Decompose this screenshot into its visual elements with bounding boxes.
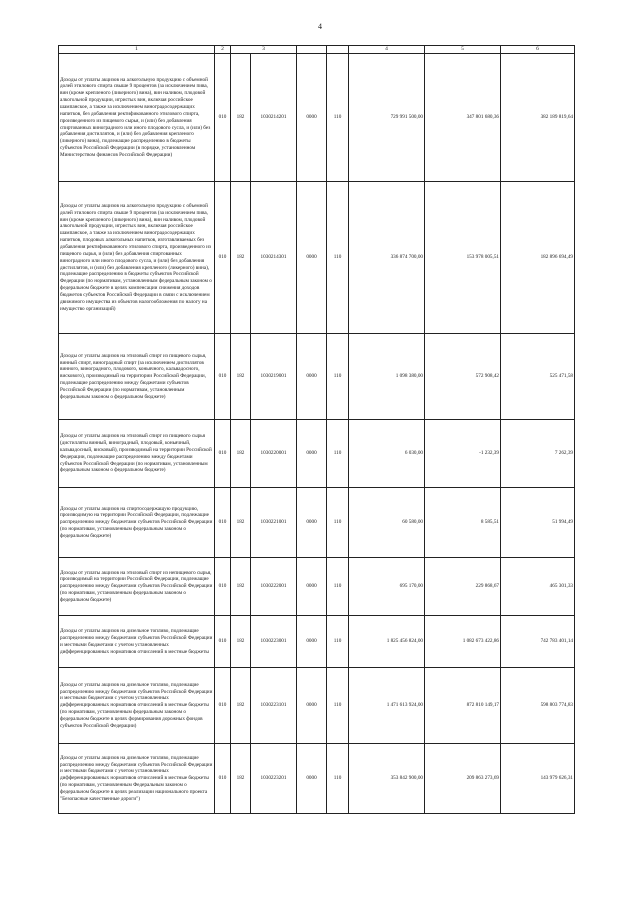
row-value-remaining: 525 471,58 [501,334,575,420]
row-code-5: 110 [327,54,349,182]
row-description: Доходы от уплаты акцизов на дизельное топливо, подлежащие распределению между бюджетами субъектов Российской Федерации и местными бюджетами с учетом установленных дифференцированных нормативов отчислений в местные бюджеты [59,616,215,668]
header-col-3: 3 [231,46,297,54]
row-code-4: 0000 [297,558,327,616]
table-row [59,616,575,668]
row-code-4: 0000 [297,488,327,558]
header-col-1: 1 [59,46,215,54]
row-value-executed: 153 978 005,51 [425,182,501,334]
row-code-5: 110 [327,616,349,668]
row-value-executed: 347 801 680,36 [425,54,501,182]
row-value-approved: 1 098 380,00 [349,334,425,420]
row-value-remaining: 598 803 774,83 [501,668,575,744]
row-code-2: 182 [231,420,251,488]
row-code-2: 182 [231,616,251,668]
row-description: Доходы от уплаты акцизов на этиловый спирт из непищевого сырья, производимый на территории Российской Федерации, подлежащие распределению между бюджетами субъектов Российской Федерации (по нормативам, установленным федеральным законом о федеральном бюджете) [59,558,215,616]
row-code-1: 010 [215,54,231,182]
row-value-remaining: 143 979 626,31 [501,744,575,814]
row-value-approved: 729 991 500,00 [349,54,425,182]
header-col-2: 2 [215,46,231,54]
row-code-1: 010 [215,668,231,744]
row-code-3: 1030223201 [251,744,297,814]
row-code-5: 110 [327,744,349,814]
row-code-2: 182 [231,182,251,334]
row-code-1: 010 [215,744,231,814]
row-code-3: 1030219001 [251,334,297,420]
row-code-4: 0000 [297,54,327,182]
row-code-3: 1030214301 [251,182,297,334]
row-code-5: 110 [327,558,349,616]
row-code-1: 010 [215,616,231,668]
row-description: Доходы от уплаты акцизов на алкогольную продукцию с объемной долей этилового спирта свыше 9 процентов (за исключением пива, вин (кроме крепленого (ликерного) вина), вин наливом, плодовой алкогольной продукции, игристых вин, включая российское шампанское, а также за исключением виноградосодержащих напитков, плодовых алкогольных напитков, изготавливаемых без добавления ректификованного этилового спирта, произведенного из пищевого сырья, и (или) без добавления спиртованных виноградного или иного плодового сусла, и (или) без добавления дистиллятов, и (или) без добавления крепленого (ликерного) вина), подлежащие распределению в бюджеты субъектов Российской Федерации (по нормативам, установленным федеральным законом о федеральном бюджете в целях компенсации снижения доходов бюджетов субъектов Российской Федерации в связи с исключением движимого имущества из объектов налогообложения по налогу на имущество организаций) [59,182,215,334]
table-row [59,182,575,334]
row-code-4: 0000 [297,616,327,668]
row-value-executed: 209 863 273,69 [425,744,501,814]
row-code-1: 010 [215,334,231,420]
row-code-5: 110 [327,668,349,744]
row-value-approved: 1 825 456 824,00 [349,616,425,668]
page-number: 4 [318,22,322,31]
row-code-2: 182 [231,488,251,558]
row-code-2: 182 [231,668,251,744]
table-header-row [59,46,575,54]
header-col-6: 6 [501,46,575,54]
row-description: Доходы от уплаты акцизов на дизельное топливо, подлежащие распределению между бюджетами субъектов Российской Федерации и местными бюджетами с учетом установленных дифференцированных нормативов отчислений в местные бюджеты (по нормативам, установленным Федеральным законом о федеральном бюджете в целях реализации национального проекта "Безопасные качественные дороги") [59,744,215,814]
row-value-executed: 872 810 149,17 [425,668,501,744]
header-col-5: 5 [425,46,501,54]
row-code-2: 182 [231,744,251,814]
report-table [58,45,575,814]
row-value-executed: 572 908,42 [425,334,501,420]
row-value-approved: 695 170,00 [349,558,425,616]
row-code-4: 0000 [297,182,327,334]
row-description: Доходы от уплаты акцизов на этиловый спирт из пищевого сырья (дистилляты винный, виноградный, плодовый, коньячный, кальвадосный, висковый), производимый на территории Российской Федерации, подлежащие распределению между бюджетами субъектов Российской Федерации (по нормативам, установленным федеральным законом о федеральном бюджете) [59,420,215,488]
row-value-remaining: 182 896 694,49 [501,182,575,334]
row-value-approved: 1 471 613 924,00 [349,668,425,744]
row-code-3: 1030221001 [251,488,297,558]
row-value-executed: 229 868,67 [425,558,501,616]
header-col-3b [297,46,327,54]
table-row [59,420,575,488]
row-code-5: 110 [327,334,349,420]
row-code-3: 1030223101 [251,668,297,744]
row-value-executed: -1 232,39 [425,420,501,488]
row-code-4: 0000 [297,420,327,488]
row-code-5: 110 [327,420,349,488]
row-description: Доходы от уплаты акцизов на этиловый спирт из пищевого сырья, винный спирт, виноградный спирт (за исключением дистиллятов винного, виноградного, плодового, коньячного, кальвадосного, вискового), производимый на территории Российской Федерации, подлежащие распределению между бюджетами субъектов Российской Федерации (по нормативам, установленным федеральным законом о федеральном бюджете) [59,334,215,420]
row-code-3: 1030223001 [251,616,297,668]
row-value-remaining: 465 301,33 [501,558,575,616]
row-code-3: 1030222001 [251,558,297,616]
row-code-4: 0000 [297,668,327,744]
table-row [59,744,575,814]
table-row [59,668,575,744]
row-value-approved: 336 874 700,00 [349,182,425,334]
table-row [59,334,575,420]
row-code-4: 0000 [297,334,327,420]
row-code-3: 1030220001 [251,420,297,488]
row-value-approved: 6 030,00 [349,420,425,488]
table-row [59,558,575,616]
row-code-2: 182 [231,558,251,616]
row-code-1: 010 [215,420,231,488]
header-col-4: 4 [349,46,425,54]
row-code-5: 110 [327,488,349,558]
row-description: Доходы от уплаты акцизов на дизельное топливо, подлежащие распределению между бюджетами субъектов Российской Федерации и местными бюджетами с учетом установленных дифференцированных нормативов отчислений в местные бюджеты (по нормативам, установленным федеральным законом о федеральном бюджете в целях формирования дорожных фондов субъектов Российской Федерации) [59,668,215,744]
row-code-3: 1030214201 [251,54,297,182]
table-row [59,488,575,558]
row-code-2: 182 [231,334,251,420]
row-value-remaining: 51 994,49 [501,488,575,558]
row-value-remaining: 742 783 401,14 [501,616,575,668]
row-value-approved: 353 842 900,00 [349,744,425,814]
row-value-approved: 60 580,00 [349,488,425,558]
header-col-3c [327,46,349,54]
row-code-2: 182 [231,54,251,182]
row-code-4: 0000 [297,744,327,814]
row-code-1: 010 [215,558,231,616]
row-code-1: 010 [215,488,231,558]
row-description: Доходы от уплаты акцизов на спиртосодержащую продукцию, производимую на территории Российской Федерации, подлежащие распределению между бюджетами субъектов Российской Федерации (по нормативам, установленным федеральным законом о федеральном бюджете) [59,488,215,558]
row-value-executed: 1 082 673 422,86 [425,616,501,668]
row-value-remaining: 382 189 819,64 [501,54,575,182]
row-code-5: 110 [327,182,349,334]
row-value-executed: 8 585,51 [425,488,501,558]
row-description: Доходы от уплаты акцизов на алкогольную продукцию с объемной долей этилового спирта свыше 9 процентов (за исключением пива, вин (кроме крепленого (ликерного) вина), вин наливом, плодовой алкогольной продукции, игристых вин, включая российское шампанское, а также за исключением виноградосодержащих напитков, без добавления ректификованного этилового спирта, произведенного из пищевого сырья, и (или) без добавления спиртованных виноградного или иного плодового сусла, и (или) без добавления дистиллятов, и (или) без добавления крепленого (ликерного) вина), подлежащие распределению в бюджеты субъектов Российской Федерации (в порядке, установленном Министерством финансов Российской Федерации) [59,54,215,182]
row-code-1: 010 [215,182,231,334]
row-value-remaining: 7 262,39 [501,420,575,488]
table-row [59,54,575,182]
